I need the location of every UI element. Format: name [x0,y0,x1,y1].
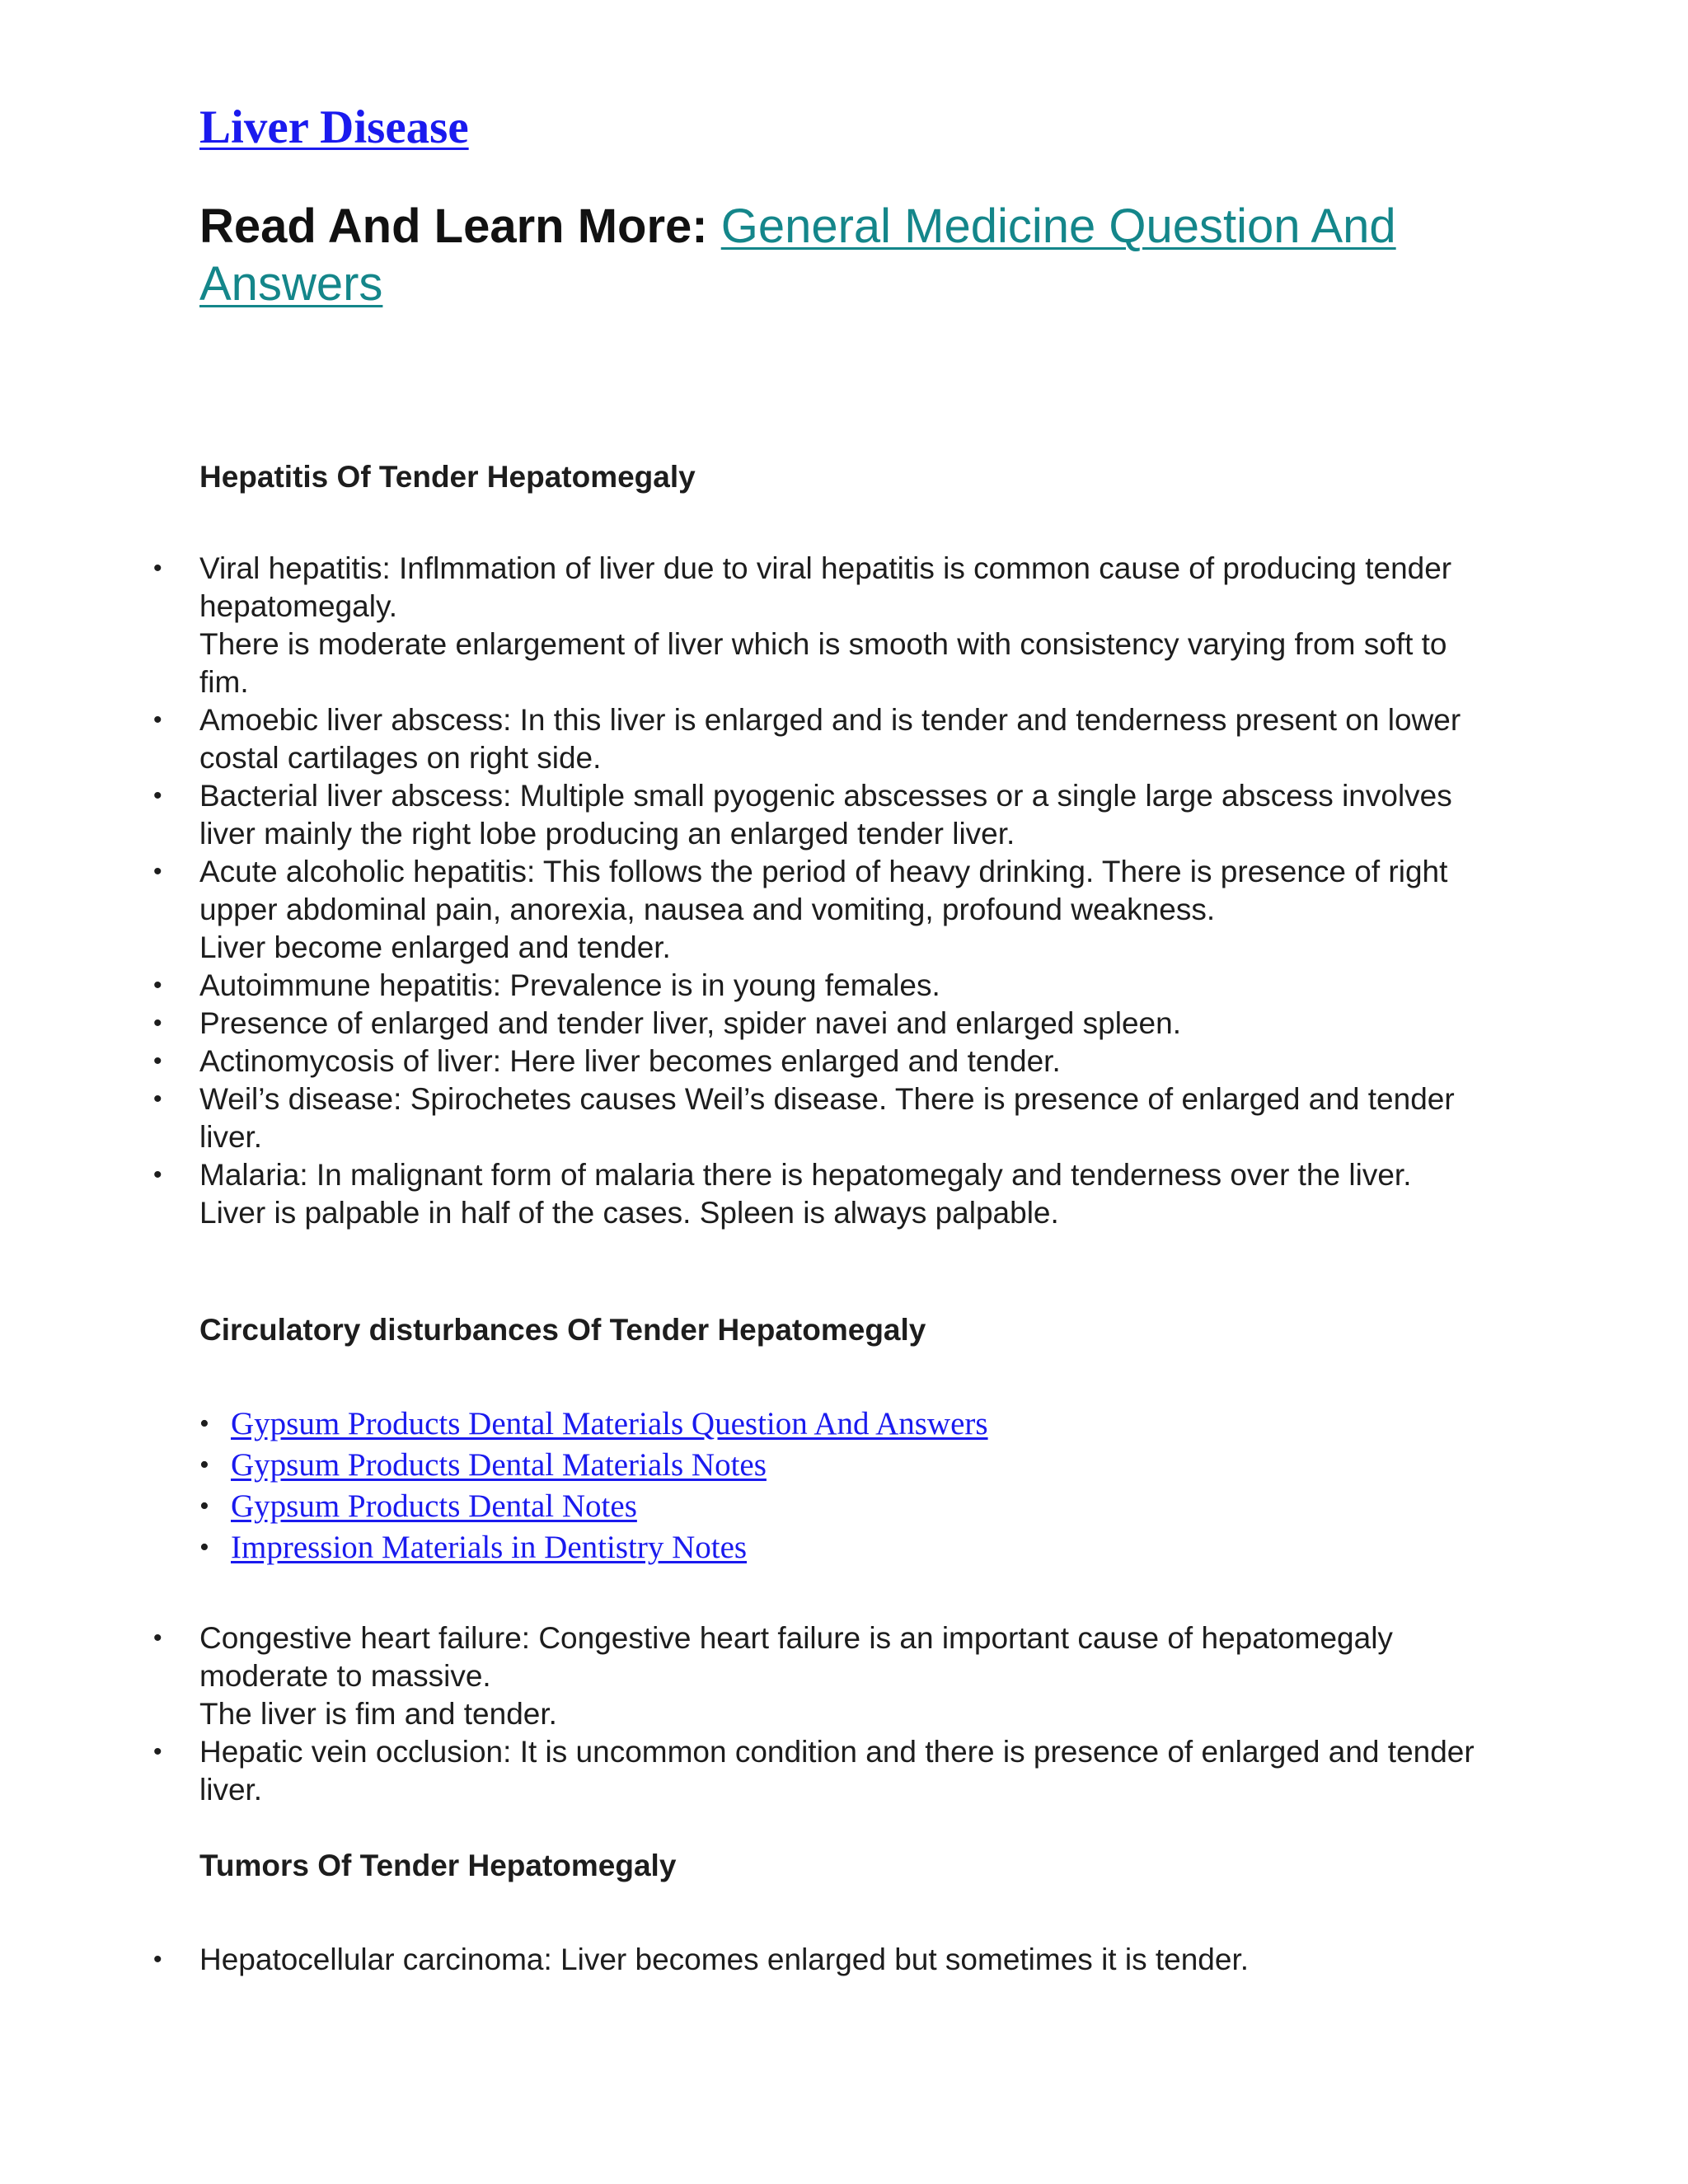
list-item-text: Weil’s disease: Spirochetes causes Weil’s disease. There is presence of enlarged and tender liver. [199,1082,1455,1154]
list-item [153,967,1502,1005]
circulatory-list [153,1619,1502,1809]
bullet-icon: • [153,555,162,582]
list-item [153,1080,1502,1156]
list-item [153,1043,1502,1080]
list-item-continuation: Liver is palpable in half of the cases. Spleen is always palpable. [199,1196,1059,1230]
list-item-continuation: The liver is fim and tender. [199,1697,557,1731]
related-link-item [199,1404,988,1445]
bullet-icon: • [153,706,162,733]
list-item-continuation: There is moderate enlargement of liver which is smooth with consistency varying from soft to fim. [199,627,1447,699]
list-item [153,1005,1502,1043]
related-link-item [199,1527,988,1568]
list-item-text: Amoebic liver abscess: In this liver is enlarged and is tender and tenderness present on lower costal cartilages on right side. [199,703,1461,775]
bullet-icon: • [153,1085,162,1113]
bullet-icon: • [199,1450,209,1480]
list-item-continuation: Liver become enlarged and tender. [199,930,671,964]
related-link[interactable]: Gypsum Products Dental Notes [231,1488,637,1524]
list-item-text: Congestive heart failure: Congestive heart failure is an important cause of hepatomegaly moderate to massive. [199,1621,1393,1693]
list-item [153,1619,1502,1733]
related-link[interactable]: Gypsum Products Dental Materials Question And Answers [231,1406,988,1441]
hepatitis-list [153,550,1502,1232]
list-item [153,1733,1502,1809]
list-item-text: Bacterial liver abscess: Multiple small pyogenic abscesses or a single large abscess involves liver mainly the right lobe producing an enlarged tender liver. [199,779,1452,851]
list-item-text: Presence of enlarged and tender liver, spider navei and enlarged spleen. [199,1006,1181,1040]
list-item-text: Viral hepatitis: Inflmmation of liver due to viral hepatitis is common cause of producing tender hepatomegaly. [199,551,1452,623]
related-links-list [199,1404,988,1568]
page-title-link[interactable]: Liver Disease [199,101,469,153]
bullet-icon: • [153,1946,162,1973]
read-more-prefix: Read And Learn More: [199,199,708,253]
list-item-text: Autoimmune hepatitis: Prevalence is in young females. [199,968,940,1002]
bullet-icon: • [153,1738,162,1765]
related-link[interactable]: Impression Materials in Dentistry Notes [231,1530,748,1565]
general-medicine-link[interactable]: General Medicine Question And Answers [199,199,1396,311]
list-item-text: Hepatic vein occlusion: It is uncommon condition and there is presence of enlarged and tender liver. [199,1735,1475,1807]
bullet-icon: • [153,782,162,809]
section-heading-circulatory: Circulatory disturbances Of Tender Hepatomegaly [199,1313,926,1347]
bullet-icon: • [153,1047,162,1075]
list-item [153,777,1502,853]
related-link[interactable]: Gypsum Products Dental Materials Notes [231,1447,767,1483]
related-link-item [199,1486,988,1527]
list-item-text: Acute alcoholic hepatitis: This follows the period of heavy drinking. There is presence of right upper abdominal pain, anorexia, nausea and vomiting, profound weakness. [199,855,1448,926]
list-item-text: Actinomycosis of liver: Here liver becomes enlarged and tender. [199,1044,1061,1078]
list-item-text: Malaria: In malignant form of malaria there is hepatomegaly and tenderness over the liver. [199,1158,1412,1192]
bullet-icon: • [153,858,162,885]
list-item [153,701,1502,777]
list-item [153,1156,1502,1232]
bullet-icon: • [153,1010,162,1037]
list-item-text: Hepatocellular carcinoma: Liver becomes enlarged but sometimes it is tender. [199,1943,1250,1976]
section-heading-hepatitis: Hepatitis Of Tender Hepatomegaly [199,460,696,494]
bullet-icon: • [153,1161,162,1188]
bullet-icon: • [199,1491,209,1521]
bullet-icon: • [153,1624,162,1652]
list-item [153,853,1502,967]
bullet-icon: • [199,1408,209,1439]
list-item [153,550,1502,701]
section-heading-tumors: Tumors Of Tender Hepatomegaly [199,1849,677,1882]
tumors-list [153,1941,1502,1979]
related-link-item [199,1445,988,1486]
read-more-line [199,198,1518,313]
bullet-icon: • [153,972,162,999]
bullet-icon: • [199,1532,209,1563]
list-item [153,1941,1502,1979]
